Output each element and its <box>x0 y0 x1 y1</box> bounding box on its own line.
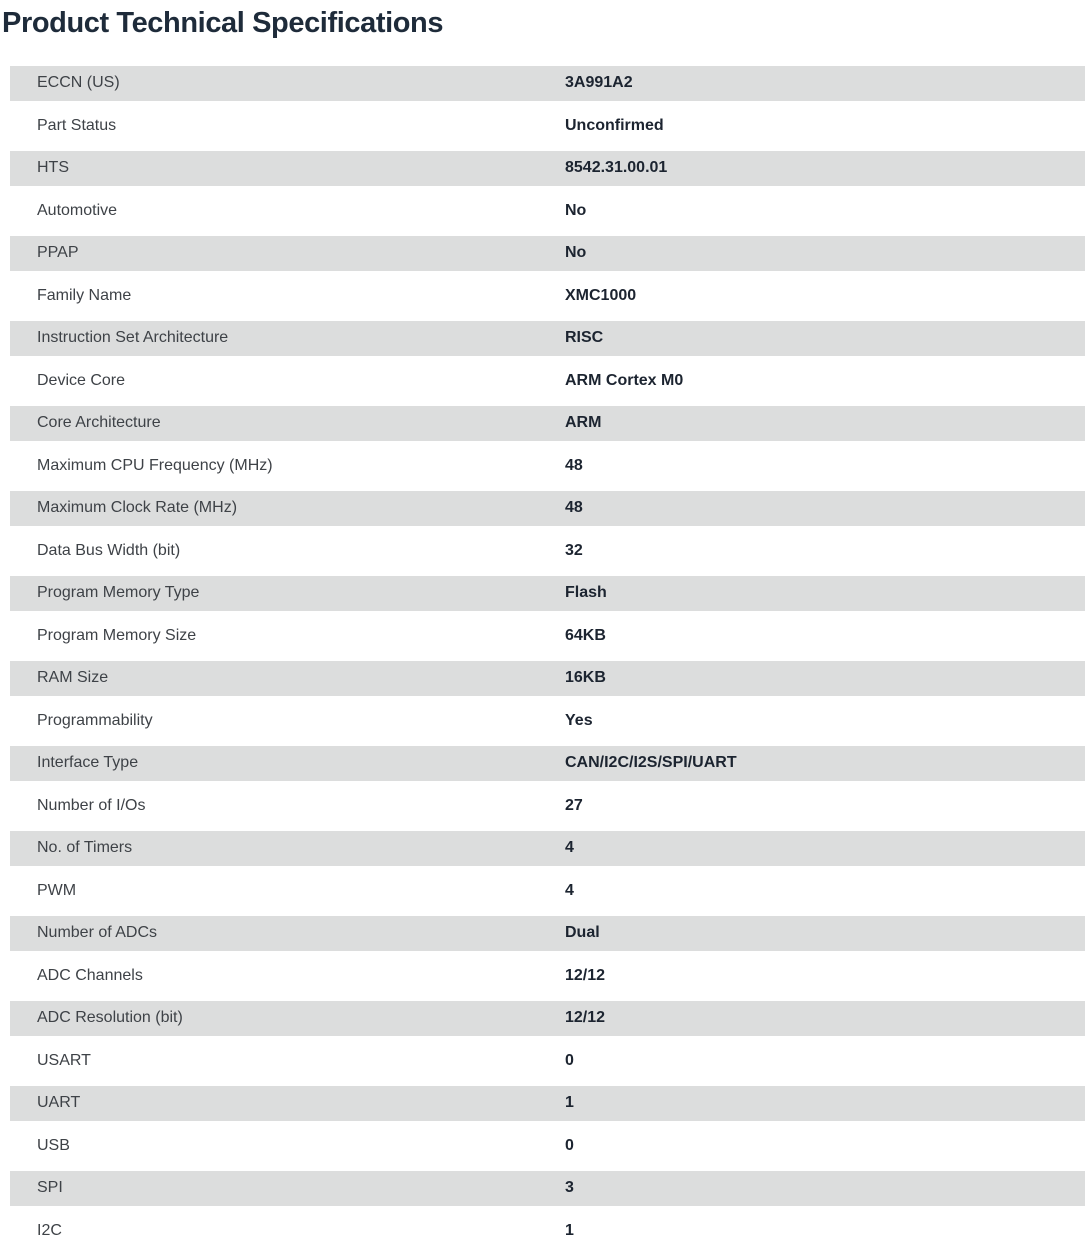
table-row <box>10 1044 1085 1079</box>
table-row <box>10 449 1085 484</box>
table-row <box>10 109 1085 144</box>
spec-value: 48 <box>565 499 583 517</box>
table-row <box>10 1171 1085 1206</box>
spec-value: 4 <box>565 839 574 857</box>
spec-label: Maximum CPU Frequency (MHz) <box>37 456 273 474</box>
spec-label: Program Memory Type <box>37 584 200 602</box>
spec-label: UART <box>37 1094 81 1112</box>
spec-value: 8542.31.00.01 <box>565 159 668 177</box>
table-row <box>10 576 1085 611</box>
spec-value: 1 <box>565 1221 574 1239</box>
table-row <box>10 746 1085 781</box>
table-row <box>10 1214 1085 1249</box>
spec-value: ARM <box>565 414 602 432</box>
spec-label: PWM <box>37 881 77 899</box>
spec-label: RAM Size <box>37 669 109 687</box>
spec-value: Flash <box>565 584 607 602</box>
spec-label: HTS <box>37 159 69 177</box>
table-row <box>10 151 1085 186</box>
spec-label: Part Status <box>37 116 117 134</box>
spec-label: Number of ADCs <box>37 924 158 942</box>
spec-label: I2C <box>37 1221 62 1239</box>
spec-value: 32 <box>565 541 583 559</box>
table-row <box>10 406 1085 441</box>
spec-label: Number of I/Os <box>37 796 146 814</box>
table-row <box>10 491 1085 526</box>
spec-label: Interface Type <box>37 754 139 772</box>
table-row <box>10 1129 1085 1164</box>
table-row <box>10 831 1085 866</box>
spec-value: 64KB <box>565 626 606 644</box>
spec-label: USB <box>37 1136 70 1154</box>
spec-value: Unconfirmed <box>565 116 664 134</box>
spec-value: XMC1000 <box>565 286 637 304</box>
table-row <box>10 66 1085 101</box>
table-row <box>10 279 1085 314</box>
spec-value: 3 <box>565 1179 574 1197</box>
table-row <box>10 916 1085 951</box>
spec-label: ADC Channels <box>37 966 143 984</box>
table-row <box>10 534 1085 569</box>
table-row <box>10 874 1085 909</box>
spec-label: USART <box>37 1051 91 1069</box>
spec-label: Maximum Clock Rate (MHz) <box>37 499 238 517</box>
spec-label: Instruction Set Architecture <box>37 329 229 347</box>
table-row <box>10 321 1085 356</box>
spec-label: Program Memory Size <box>37 626 197 644</box>
table-row <box>10 959 1085 994</box>
spec-table <box>10 62 1085 1248</box>
spec-label: Automotive <box>37 201 118 219</box>
table-row <box>10 364 1085 399</box>
spec-value: 27 <box>565 796 583 814</box>
table-row <box>10 619 1085 654</box>
spec-value: ARM Cortex M0 <box>565 371 684 389</box>
table-row <box>10 789 1085 824</box>
page-title: Product Technical Specifications <box>2 7 444 39</box>
spec-value: 0 <box>565 1136 574 1154</box>
table-row <box>10 1001 1085 1036</box>
spec-value: 4 <box>565 881 574 899</box>
spec-label: Core Architecture <box>37 414 161 432</box>
spec-value: 1 <box>565 1094 574 1112</box>
spec-label: Device Core <box>37 371 126 389</box>
spec-label: ECCN (US) <box>37 74 120 92</box>
spec-value: No <box>565 244 587 262</box>
spec-value: Yes <box>565 711 593 729</box>
spec-value: No <box>565 201 587 219</box>
spec-label: SPI <box>37 1179 63 1197</box>
spec-value: 3A991A2 <box>565 74 633 92</box>
spec-value: 12/12 <box>565 966 606 984</box>
spec-value: 0 <box>565 1051 574 1069</box>
spec-value: 12/12 <box>565 1009 606 1027</box>
table-row <box>10 661 1085 696</box>
table-row <box>10 1086 1085 1121</box>
spec-label: ADC Resolution (bit) <box>37 1009 183 1027</box>
spec-value: 48 <box>565 456 583 474</box>
spec-label: No. of Timers <box>37 839 133 857</box>
table-row <box>10 704 1085 739</box>
spec-label: Programmability <box>37 711 153 729</box>
spec-value: 16KB <box>565 669 606 687</box>
spec-label: PPAP <box>37 244 79 262</box>
spec-label: Data Bus Width (bit) <box>37 541 181 559</box>
spec-value: CAN/I2C/I2S/SPI/UART <box>565 754 737 772</box>
spec-value: Dual <box>565 924 600 942</box>
table-row <box>10 194 1085 229</box>
spec-label: Family Name <box>37 286 132 304</box>
table-row <box>10 236 1085 271</box>
spec-value: RISC <box>565 329 604 347</box>
